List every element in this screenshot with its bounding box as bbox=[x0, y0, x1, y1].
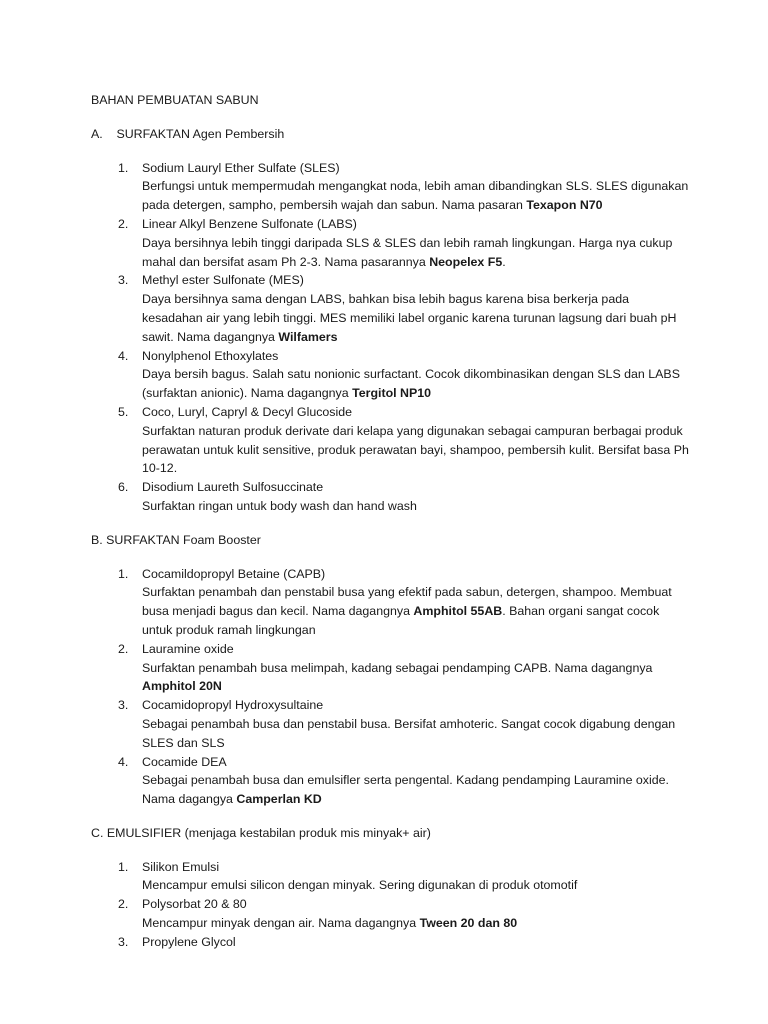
item-number: 3. bbox=[118, 273, 129, 288]
item-description-text: Mencampur minyak dengan air. Nama dagangnya bbox=[142, 916, 420, 931]
list-item bbox=[91, 159, 691, 215]
list-item bbox=[91, 565, 691, 640]
list-item bbox=[91, 933, 691, 952]
item-description-text: Daya bersih bagus. Salah satu nonionic surfactant. Cocok dikombinasikan dengan SLS dan LABS (surfaktan anionic). Nama dagangnya bbox=[142, 367, 680, 401]
item-name: Propylene Glycol bbox=[142, 934, 236, 949]
item-name: Disodium Laureth Sulfosuccinate bbox=[142, 480, 324, 495]
item-number: 4. bbox=[118, 754, 129, 769]
item-name: Linear Alkyl Benzene Sulfonate (LABS) bbox=[142, 216, 357, 231]
item-description-text: Surfaktan penambah dan penstabil busa yang efektif pada sabun, detergen, shampoo. Membuat busa menjadi bagus dan kecil. Nama dagangnya bbox=[142, 585, 672, 619]
item-name: Silikon Emulsi bbox=[142, 859, 220, 874]
item-description-text: Sebagai penambah busa dan penstabil busa. Bersifat amhoteric. Sangat cocok digabung dengan SLES dan SLS bbox=[142, 716, 676, 750]
item-brand-name: Tergitol NP10 bbox=[352, 386, 432, 401]
item-name: Sodium Lauryl Ether Sulfate (SLES) bbox=[142, 160, 340, 175]
document-page bbox=[91, 91, 691, 967]
section-a-list bbox=[91, 159, 691, 516]
list-item bbox=[91, 895, 691, 933]
section-c-heading bbox=[91, 824, 691, 843]
list-item bbox=[91, 215, 691, 271]
item-description bbox=[142, 583, 691, 639]
item-description-text: Daya bersihnya sama dengan LABS, bahkan bisa lebih bagus karena bisa berkerja pada kesadahan air yang lebih tinggi. MES memiliki label organic karena turunan lagsung dari buah pH sawit. Nama dagangnya bbox=[142, 292, 677, 344]
item-description bbox=[142, 422, 691, 478]
section-a-title: SURFAKTAN Agen Pembersih bbox=[116, 126, 285, 141]
item-name: Lauramine oxide bbox=[142, 641, 234, 656]
item-brand-name: Amphitol 55AB bbox=[413, 604, 503, 619]
item-description bbox=[142, 715, 691, 753]
item-description bbox=[142, 876, 691, 895]
item-description-text: Sebagai penambah busa dan emulsifler serta pengental. Kadang pendamping Lauramine oxide. Nama dagangya bbox=[142, 773, 669, 807]
item-number: 2. bbox=[118, 641, 129, 656]
item-number: 3. bbox=[118, 698, 129, 713]
item-number: 6. bbox=[118, 480, 129, 495]
section-c-list bbox=[91, 858, 691, 952]
list-item bbox=[91, 696, 691, 752]
item-brand-name: Camperlan KD bbox=[236, 792, 322, 807]
item-number: 3. bbox=[118, 934, 129, 949]
item-description bbox=[142, 914, 691, 933]
item-description bbox=[142, 234, 691, 272]
item-name: Cocamide DEA bbox=[142, 754, 227, 769]
section-b-heading bbox=[91, 531, 691, 550]
item-description-text: Mencampur emulsi silicon dengan minyak. Sering digunakan di produk otomotif bbox=[142, 878, 578, 893]
item-description-text: Surfaktan penambah busa melimpah, kadang sebagai pendamping CAPB. Nama dagangnya bbox=[142, 660, 653, 675]
item-description-tail: . bbox=[502, 254, 506, 269]
section-c-title: EMULSIFIER (menjaga kestabilan produk mis minyak+ air) bbox=[106, 825, 431, 840]
item-description-text: Surfaktan naturan produk derivate dari kelapa yang digunakan sebagai campuran berbagai produk perawatan untuk kulit sensitive, produk perawatan bayi, shampoo, pembersih kulit. Bersifat basa Ph 10-12. bbox=[142, 423, 689, 476]
item-number: 1. bbox=[118, 566, 129, 581]
item-name: Polysorbat 20 & 80 bbox=[142, 897, 247, 912]
section-b-list bbox=[91, 565, 691, 809]
list-item bbox=[91, 403, 691, 478]
item-brand-name: Tween 20 dan 80 bbox=[419, 916, 518, 931]
section-a-letter: A. bbox=[91, 126, 103, 141]
item-description-text: Berfungsi untuk mempermudah mengangkat noda, lebih aman dibandingkan SLS. SLES digunakan pada detergen, sampho, pembersih wajah dan sabun. Nama pasaran bbox=[142, 179, 689, 213]
item-name: Methyl ester Sulfonate (MES) bbox=[142, 273, 304, 288]
item-name: Cocamildopropyl Betaine (CAPB) bbox=[142, 566, 326, 581]
item-description bbox=[142, 497, 691, 516]
item-description bbox=[142, 177, 691, 215]
item-number: 5. bbox=[118, 404, 129, 419]
item-description bbox=[142, 290, 691, 346]
section-b-title: SURFAKTAN Foam Booster bbox=[106, 532, 261, 547]
item-number: 1. bbox=[118, 859, 129, 874]
item-description bbox=[142, 365, 691, 403]
item-description-text: Daya bersihnya lebih tinggi daripada SLS & SLES dan lebih ramah lingkungan. Harga nya cukup mahal dan bersifat asam Ph 2-3. Nama pasarannya bbox=[142, 235, 673, 269]
item-description bbox=[142, 659, 691, 697]
item-name: Coco, Luryl, Capryl & Decyl Glucoside bbox=[142, 404, 353, 419]
list-item bbox=[91, 478, 691, 516]
section-a-heading bbox=[91, 125, 691, 144]
document-title: BAHAN PEMBUATAN SABUN bbox=[91, 93, 259, 107]
item-number: 4. bbox=[118, 348, 129, 363]
item-brand-name: Neopelex F5 bbox=[429, 254, 503, 269]
item-brand-name: Amphitol 20N bbox=[142, 679, 222, 694]
item-brand-name: Wilfamers bbox=[278, 329, 338, 344]
item-brand-name: Texapon N70 bbox=[526, 198, 603, 213]
item-number: 2. bbox=[118, 897, 129, 912]
list-item bbox=[91, 347, 691, 403]
item-number: 1. bbox=[118, 160, 129, 175]
item-description bbox=[142, 771, 691, 809]
list-item bbox=[91, 271, 691, 346]
item-name: Cocamidopropyl Hydroxysultaine bbox=[142, 698, 324, 713]
item-name: Nonylphenol Ethoxylates bbox=[142, 348, 279, 363]
list-item bbox=[91, 753, 691, 809]
section-c-letter: C. bbox=[91, 825, 104, 840]
item-number: 2. bbox=[118, 216, 129, 231]
list-item bbox=[91, 640, 691, 696]
list-item bbox=[91, 858, 691, 896]
item-description-text: Surfaktan ringan untuk body wash dan hand wash bbox=[142, 498, 417, 513]
section-b-letter: B. bbox=[91, 532, 103, 547]
item-description-tail: . Bahan organi sangat cocok untuk produk ramah lingkungan bbox=[142, 604, 660, 637]
